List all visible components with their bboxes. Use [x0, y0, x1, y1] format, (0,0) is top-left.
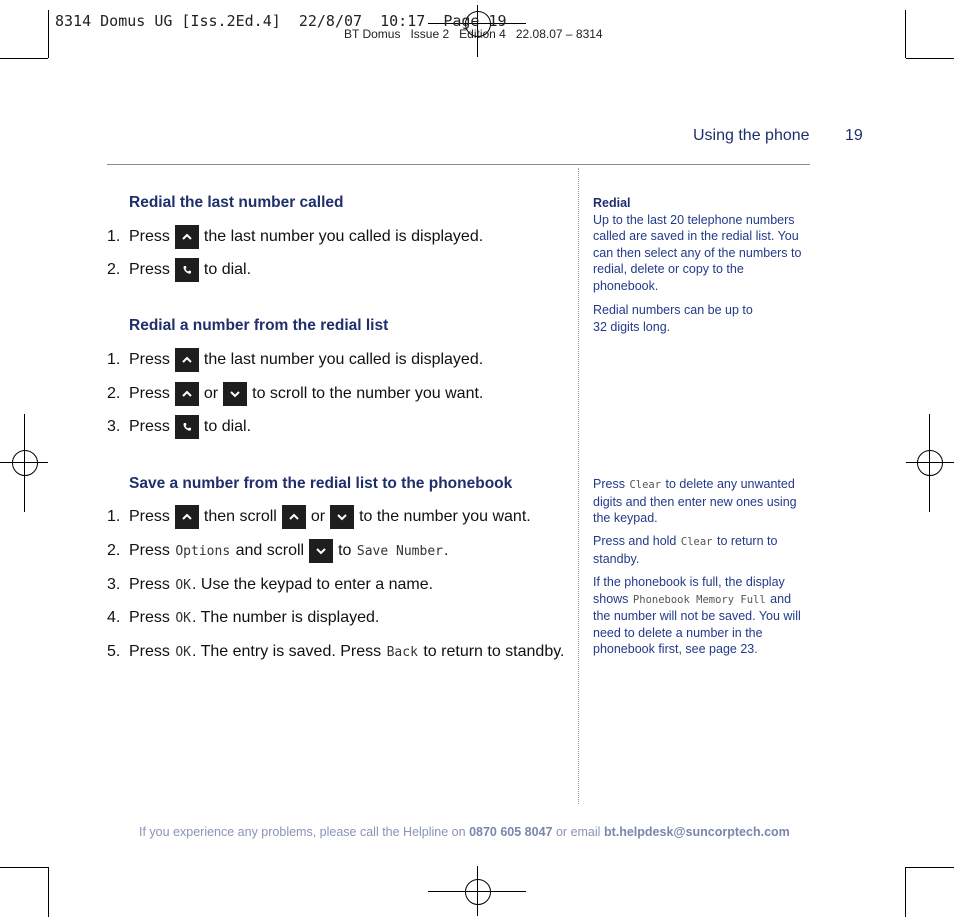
header-rule: [107, 164, 810, 165]
heading-redial-list: Redial a number from the redial list: [129, 317, 389, 334]
display-text: Clear: [680, 536, 713, 548]
step: 1. Press then scroll or to the number you want.: [107, 504, 531, 530]
display-text: OK: [175, 644, 192, 660]
helpdesk-email: bt.helpdesk@suncorptech.com: [603, 825, 790, 839]
chevron-down-icon: [309, 539, 333, 563]
phone-handset-icon: [175, 258, 199, 282]
chevron-up-icon: [175, 382, 199, 406]
step: 3. Press OK . Use the keypad to enter a name.: [107, 576, 434, 593]
heading-save-to-phonebook: Save a number from the redial list to the phonebook: [129, 475, 513, 492]
step: 4. Press OK . The number is displayed.: [107, 609, 380, 626]
chevron-down-icon: [330, 505, 354, 529]
chevron-up-icon: [175, 348, 199, 372]
sidebar-tip: Press Clear to delete any unwanted digits and then enter new ones using the keypad.: [593, 477, 797, 525]
print-slug-secondary: BT Domus Issue 2 Edition 4 22.08.07 – 8314: [344, 27, 603, 41]
column-divider: [578, 168, 579, 804]
page-number: 19: [845, 127, 863, 144]
print-slug: 8314 Domus UG [Iss.2Ed.4] 22/8/07 10:17 Page 19: [55, 12, 507, 30]
step: 2. Press to dial.: [107, 257, 251, 283]
sidebar-paragraph: Up to the last 20 telephone numbers called are saved in the redial list. You can then select any of the numbers to redial, delete or copy to the phonebook.: [593, 212, 802, 293]
display-text: Options: [175, 543, 231, 559]
footer-helpline: If you experience any problems, please call the Helpline on 0870 605 8047 or email bt.helpdesk@suncorptech.com: [139, 825, 790, 839]
display-text: Clear: [629, 479, 662, 491]
step: 1. Press the last number you called is displayed.: [107, 347, 483, 373]
sidebar-redial-note: [593, 195, 808, 335]
sidebar-paragraph: Redial numbers can be up to 32 digits long.: [593, 303, 753, 334]
heading-redial-last: Redial the last number called: [129, 194, 344, 211]
section-title: Using the phone: [693, 127, 810, 144]
step: 1. Press the last number you called is displayed.: [107, 224, 483, 250]
chevron-up-icon: [175, 225, 199, 249]
display-text: Back: [386, 644, 418, 660]
chevron-up-icon: [282, 505, 306, 529]
display-text: OK: [175, 577, 192, 593]
display-text: Phonebook Memory Full: [632, 593, 766, 606]
chevron-down-icon: [223, 382, 247, 406]
sidebar-tip: Press and hold Clear to return to standby.: [593, 534, 778, 566]
step: 5. Press OK . The entry is saved. Press Back to return to standby.: [107, 643, 565, 660]
step: 2. Press Options and scroll to Save Number .: [107, 538, 448, 564]
step: 2. Press or to scroll to the number you want.: [107, 381, 483, 407]
chevron-up-icon: [175, 505, 199, 529]
step: 3. Press to dial.: [107, 414, 251, 440]
helpline-number: 0870 605 8047: [469, 825, 553, 839]
sidebar-tip: If the phonebook is full, the display shows Phonebook Memory Full and the number will not be saved. You will need to delete a number in the phonebook first, see page 23.: [593, 575, 801, 656]
display-text: OK: [175, 610, 192, 626]
sidebar-heading: Redial: [593, 196, 631, 210]
display-text: Save Number: [356, 543, 443, 559]
phone-handset-icon: [175, 415, 199, 439]
